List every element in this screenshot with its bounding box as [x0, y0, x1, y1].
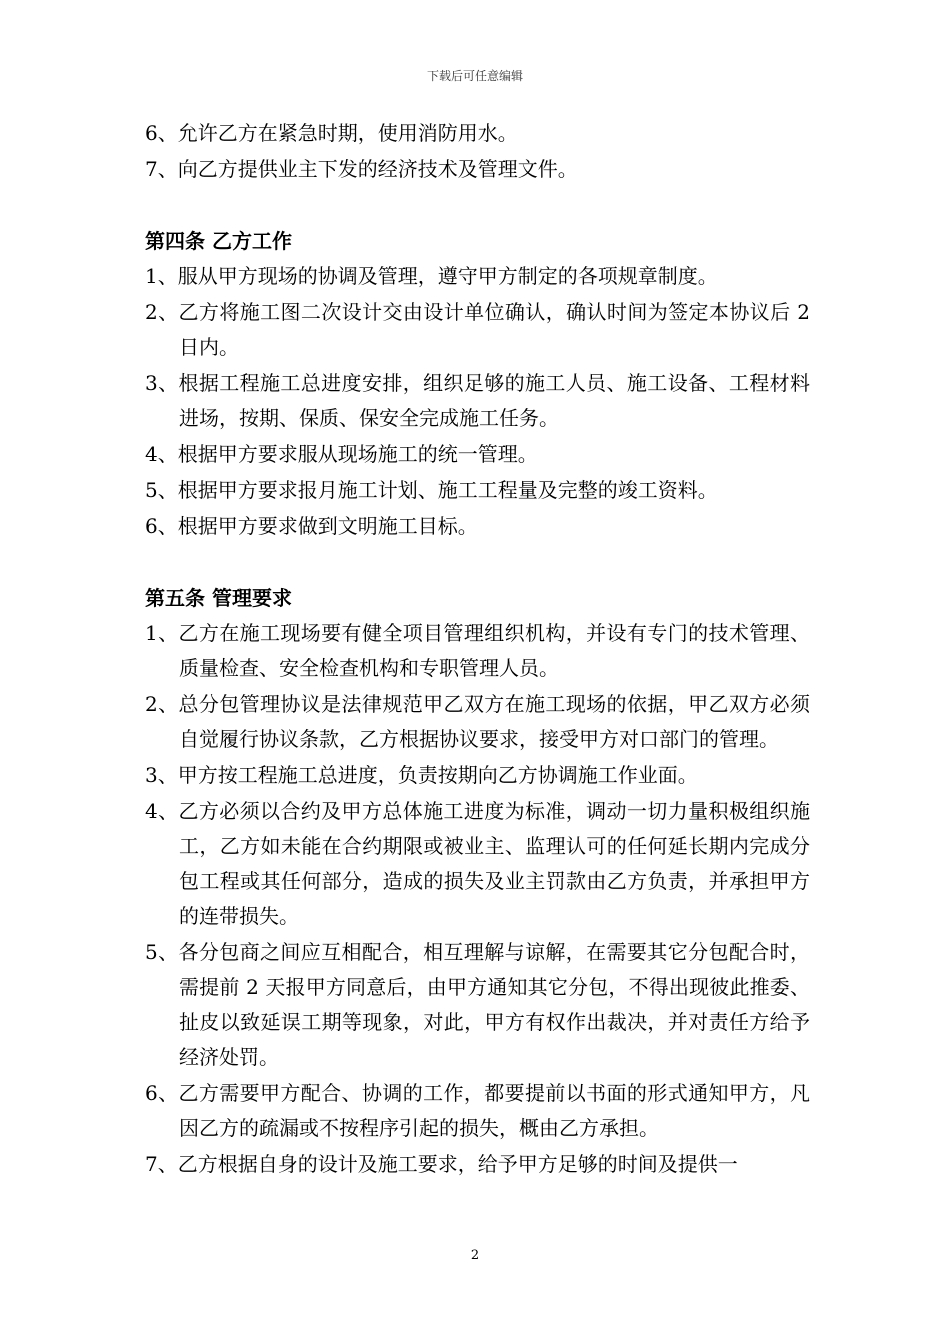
list-item: 7、向乙方提供业主下发的经济技术及管理文件。 [145, 157, 578, 181]
page-header-note: 下载后可任意编辑 [426, 69, 523, 83]
list-item: 5、各分包商之间应互相配合，相互理解与谅解，在需要其它分包配合时，需提前 2 天报甲方同意后，由甲方通知其它分包，不得出现彼此推委、扯皮以致延误工期等现象，对此，甲方有权作出裁决，并对责任方给予经济处罚。 [145, 940, 810, 1069]
section-heading: 第五条 管理要求 [145, 586, 292, 610]
list-item: 4、乙方必须以合约及甲方总体施工进度为标准，调动一切力量积极组织施工，乙方如未能在合约期限或被业主、监理认可的任何延长期内完成分包工程或其任何部分，造成的损失及业主罚款由乙方负责，并承担甲方的连带损失。 [145, 799, 810, 928]
list-item: 1、服从甲方现场的协调及管理，遵守甲方制定的各项规章制度。 [145, 264, 718, 288]
list-item: 3、根据工程施工总进度安排，组织足够的施工人员、施工设备、工程材料进场，按期、保质、保安全完成施工任务。 [145, 371, 810, 430]
list-item: 2、乙方将施工图二次设计交由设计单位确认，确认时间为签定本协议后 2 日内。 [145, 300, 810, 359]
list-item: 4、根据甲方要求服从现场施工的统一管理。 [145, 442, 538, 466]
list-item: 1、乙方在施工现场要有健全项目管理组织机构，并设有专门的技术管理、质量检查、安全检查机构和专职管理人员。 [145, 621, 810, 680]
document-body [145, 116, 810, 1183]
page-number: 2 [470, 1248, 480, 1263]
list-item: 6、允许乙方在紧急时期，使用消防用水。 [145, 121, 518, 145]
list-item: 5、根据甲方要求报月施工计划、施工工程量及完整的竣工资料。 [145, 478, 718, 502]
list-item: 6、乙方需要甲方配合、协调的工作，都要提前以书面的形式通知甲方，凡因乙方的疏漏或不按程序引起的损失，概由乙方承担。 [145, 1081, 810, 1140]
list-item: 6、根据甲方要求做到文明施工目标。 [145, 514, 478, 538]
list-item: 2、总分包管理协议是法律规范甲乙双方在施工现场的依据，甲乙双方必须自觉履行协议条款，乙方根据协议要求，接受甲方对口部门的管理。 [145, 692, 810, 751]
list-item: 3、甲方按工程施工总进度，负责按期向乙方协调施工作业面。 [145, 763, 698, 787]
section-heading: 第四条 乙方工作 [145, 229, 292, 253]
list-item: 7、乙方根据自身的设计及施工要求，给予甲方足够的时间及提供一 [145, 1152, 738, 1176]
